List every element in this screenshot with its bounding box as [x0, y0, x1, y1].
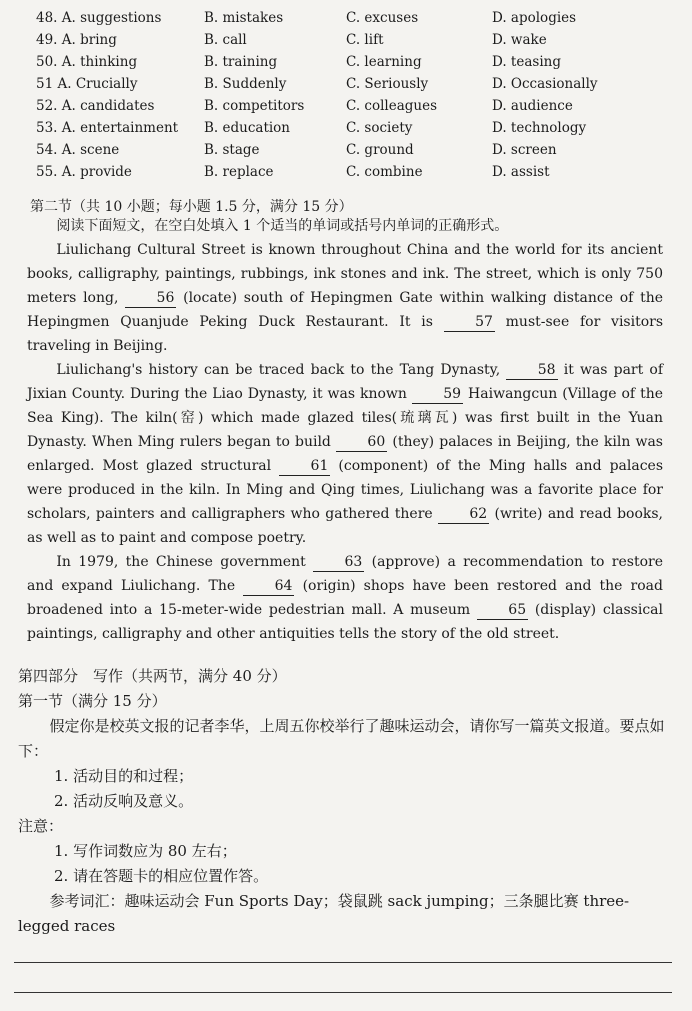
option-c: C. combine	[346, 164, 423, 180]
option-a	[36, 164, 132, 180]
option-d: D. wake	[492, 32, 547, 48]
question-number: 52.	[36, 98, 58, 114]
option-c: C. society	[346, 120, 413, 136]
blank-56: 56	[125, 289, 176, 308]
part4-subheader: 第一节（满分 15 分）	[18, 692, 167, 710]
option-a-text: A. Crucially	[57, 76, 138, 92]
option-b: B. replace	[204, 164, 274, 180]
options-list	[36, 10, 676, 186]
option-a	[36, 98, 154, 114]
paragraph-3: In 1979, the Chinese government 63 (approve) a recommendation to restore and expand Liulichang. The 64 (origin) shops have been restored and the road broadened into a 15-meter-wide pedestrian mall. A museum 65 (display) classical paintings, calligraphy and other antiquities tells the story of the old street.	[27, 554, 663, 642]
option-b: B. call	[204, 32, 247, 48]
question-number: 48.	[36, 10, 58, 26]
option-a-text: A. candidates	[61, 98, 155, 114]
point-2: 2. 活动反响及意义。	[54, 792, 194, 810]
option-b: B. education	[204, 120, 291, 136]
option-d: D. screen	[492, 142, 557, 158]
option-row	[36, 32, 676, 54]
writing-section	[18, 664, 674, 939]
option-b: B. mistakes	[204, 10, 284, 26]
option-d: D. apologies	[492, 10, 577, 26]
question-number: 50.	[36, 54, 58, 70]
option-c: C. lift	[346, 32, 384, 48]
option-row	[36, 98, 676, 120]
option-b: B. training	[204, 54, 278, 70]
blank-60: 60	[336, 433, 387, 452]
option-b: B. competitors	[204, 98, 305, 114]
question-number: 55.	[36, 164, 58, 180]
option-c: C. ground	[346, 142, 414, 158]
blank-64: 64	[243, 577, 294, 596]
blank-57: 57	[444, 313, 495, 332]
option-c: C. excuses	[346, 10, 419, 26]
question-number: 49.	[36, 32, 58, 48]
question-number: 53.	[36, 120, 58, 136]
note-label: 注意：	[18, 817, 64, 835]
option-a	[36, 142, 119, 158]
option-d: D. teasing	[492, 54, 561, 70]
blank-65: 65	[477, 601, 528, 620]
cloze-passage	[27, 214, 663, 646]
answer-line-1	[14, 962, 672, 963]
part4-header: 第四部分 写作（共两节，满分 40 分）	[18, 667, 287, 685]
option-row	[36, 120, 676, 142]
question-number: 51	[36, 76, 54, 92]
blank-61: 61	[279, 457, 330, 476]
question-number: 54.	[36, 142, 58, 158]
option-row	[36, 142, 676, 164]
option-a-text: A. provide	[61, 164, 132, 180]
option-row	[36, 164, 676, 186]
blank-59: 59	[412, 385, 463, 404]
option-a	[36, 10, 161, 26]
writing-prompt: 假定你是校英文报的记者李华，上周五你校举行了趣味运动会，请你写一篇英文报道。要点如下：	[18, 717, 665, 760]
option-a-text: A. suggestions	[61, 10, 162, 26]
option-a-text: A. entertainment	[61, 120, 179, 136]
option-a-text: A. thinking	[61, 54, 138, 70]
option-a	[36, 120, 178, 136]
option-d: D. technology	[492, 120, 587, 136]
option-c: C. Seriously	[346, 76, 429, 92]
blank-63: 63	[313, 553, 364, 572]
note-2: 2. 请在答题卡的相应位置作答。	[54, 867, 269, 885]
point-1: 1. 活动目的和过程；	[54, 767, 194, 785]
option-row	[36, 76, 676, 98]
option-a-text: A. bring	[61, 32, 117, 48]
option-c: C. learning	[346, 54, 422, 70]
vocab-hint: 参考词汇：趣味运动会 Fun Sports Day；袋鼠跳 sack jumping；三条腿比赛 three-legged races	[18, 892, 630, 935]
option-a	[36, 76, 137, 92]
section2-header: 第二节（共 10 小题；每小题 1.5 分，满分 15 分）	[30, 199, 353, 215]
blank-62: 62	[438, 505, 489, 524]
option-row	[36, 54, 676, 76]
blank-58: 58	[506, 361, 557, 380]
paragraph-1: Liulichang Cultural Street is known throughout China and the world for its ancient books, calligraphy, paintings, rubbings, ink stones and ink. The street, which is only 750 meters long, 56 (locate) south of Hepingmen Gate within walking distance of the Hepingmen Quanjude Peking Duck Restaurant. It is 57 must-see for visitors traveling in Beijing.	[27, 242, 664, 354]
option-a-text: A. scene	[61, 142, 120, 158]
answer-line-2	[14, 992, 672, 993]
option-b: B. Suddenly	[204, 76, 287, 92]
option-a	[36, 32, 117, 48]
option-d: D. assist	[492, 164, 550, 180]
option-row	[36, 10, 676, 32]
paragraph-2: Liulichang's history can be traced back to the Tang Dynasty, 58 it was part of Jixian County. During the Liao Dynasty, it was known 59 Haiwangcun (Village of the Sea King). The kiln(窑) which made glazed tiles(琉璃瓦) was first built in the Yuan Dynasty. When Ming rulers began to build 60 (they) palaces in Beijing, the kiln was enlarged. Most glazed structural 61 (component) of the Ming halls and palaces were produced in the kiln. In Ming and Qing times, Liulichang was a favorite place for scholars, painters and calligraphers who gathered there 62 (write) and read books, as well as to paint and compose poetry.	[27, 362, 664, 546]
option-d: D. audience	[492, 98, 573, 114]
option-c: C. colleagues	[346, 98, 438, 114]
option-a	[36, 54, 137, 70]
instruction: 阅读下面短文，在空白处填入 1 个适当的单词或括号内单词的正确形式。	[56, 218, 509, 234]
option-b: B. stage	[204, 142, 260, 158]
note-1: 1. 写作词数应为 80 左右；	[54, 842, 237, 860]
option-d: D. Occasionally	[492, 76, 598, 92]
